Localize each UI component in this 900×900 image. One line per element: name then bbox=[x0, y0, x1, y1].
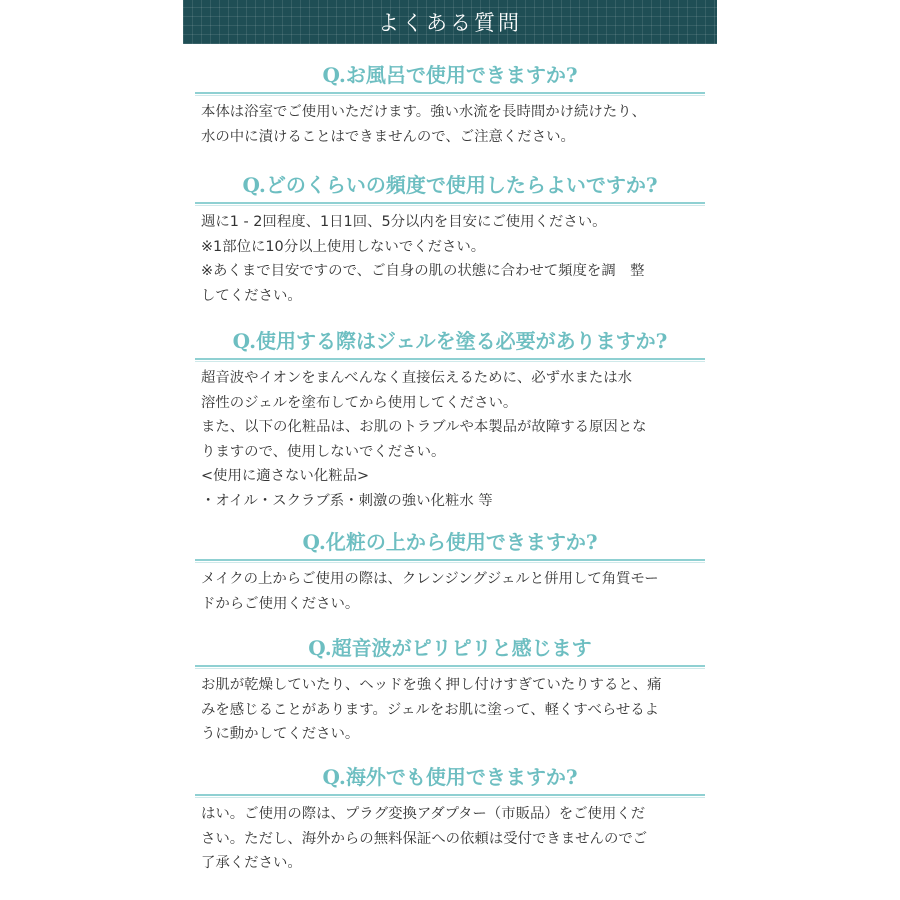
question-divider bbox=[195, 559, 705, 561]
faq-answer bbox=[201, 802, 699, 876]
faq-question: Q.どのくらいの頻度で使用したらよいですか? bbox=[242, 173, 658, 197]
faq-question: Q.海外でも使用できますか? bbox=[322, 765, 578, 789]
question-divider bbox=[195, 665, 705, 667]
answer-line: 了承ください。 bbox=[201, 855, 302, 871]
faq-item-bath bbox=[183, 62, 717, 149]
answer-line: メイクの上からご使用の際は、クレンジングジェルと併用して角質モー bbox=[201, 571, 659, 587]
answer-line: <使用に適さない化粧品> bbox=[201, 468, 370, 484]
faq-answer bbox=[201, 100, 699, 149]
answer-line: りますので、使用しないでください。 bbox=[201, 443, 446, 460]
answer-line: ※1部位に10分以上使用しないでください。 bbox=[201, 238, 486, 255]
answer-line: ドからご使用ください。 bbox=[201, 595, 360, 612]
answer-line: また、以下の化粧品は、お肌のトラブルや本製品が故障する原因とな bbox=[201, 419, 647, 435]
faq-item-gel bbox=[183, 328, 717, 513]
faq-item-ultrasonic bbox=[183, 635, 717, 747]
faq-section bbox=[183, 0, 717, 871]
answer-line: みを感じることがあります。ジェルをお肌に塗って、軽くすべらせるよ bbox=[201, 701, 660, 718]
faq-question: Q.使用する際はジェルを塗る必要がありますか? bbox=[232, 329, 668, 353]
answer-line: さい。ただし、海外からの無料保証への依頼は受付できませんのでご bbox=[201, 830, 648, 847]
answer-line: 本体は浴室でご使用いただけます。強い水流を長時間かけ続けたり、 bbox=[201, 104, 646, 120]
answer-line: ※あくまで目安ですので、ご自身の肌の状態に合わせて頻度を調 整 bbox=[201, 263, 645, 279]
answer-line: お肌が乾燥していたり、ヘッドを強く押し付けすぎていたりすると、痛 bbox=[201, 677, 662, 693]
faq-answer bbox=[201, 673, 699, 747]
answer-line: 溶性のジェルを塗布してから使用してください。 bbox=[201, 394, 518, 411]
question-divider bbox=[195, 202, 705, 204]
answer-line: 超音波やイオンをまんべんなく直接伝えるために、必ず水または水 bbox=[201, 370, 633, 386]
faq-item-overseas bbox=[183, 764, 717, 876]
answer-line: してください。 bbox=[201, 287, 302, 304]
answer-line: ・オイル・スクラブ系・刺激の強い化粧水 等 bbox=[201, 492, 493, 509]
answer-line: 週に1 - 2回程度、1日1回、5分以内を目安にご使用ください。 bbox=[201, 214, 607, 230]
question-divider bbox=[195, 794, 705, 796]
answer-line: うに動かしてください。 bbox=[201, 726, 360, 742]
faq-banner bbox=[183, 0, 717, 44]
faq-answer bbox=[201, 210, 699, 308]
faq-item-makeup bbox=[183, 529, 717, 616]
question-divider bbox=[195, 358, 705, 360]
faq-item-frequency bbox=[183, 172, 717, 308]
faq-title: よくある質問 bbox=[378, 11, 522, 35]
faq-answer bbox=[201, 567, 699, 616]
faq-question: Q.お風呂で使用できますか? bbox=[322, 63, 578, 87]
faq-question: Q.超音波がピリピリと感じます bbox=[308, 636, 592, 660]
faq-answer bbox=[201, 366, 699, 513]
question-divider bbox=[195, 92, 705, 94]
faq-question: Q.化粧の上から使用できますか? bbox=[302, 530, 598, 554]
answer-line: 水の中に漬けることはできませんので、ご注意ください。 bbox=[201, 128, 575, 145]
answer-line: はい。ご使用の際は、プラグ変換アダプター（市販品）をご使用くだ bbox=[201, 806, 646, 822]
